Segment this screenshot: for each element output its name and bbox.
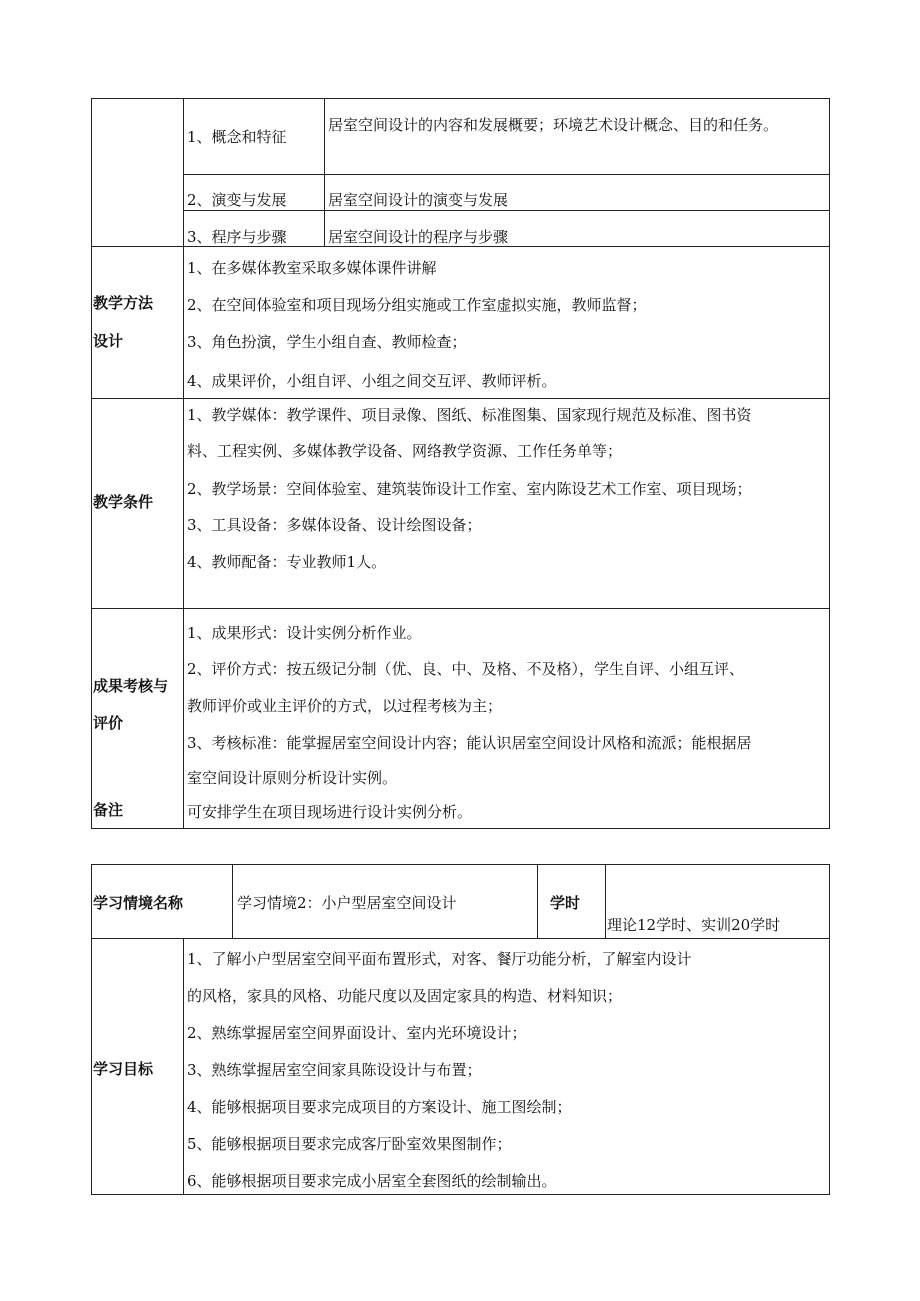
- situation-name-value-cell: [233, 865, 538, 939]
- topic-label-cell: [92, 99, 184, 247]
- hours-label: 学时: [550, 894, 581, 912]
- goal-line: 6、能够根据项目要求完成小居室全套图纸的绘制输出。: [187, 1172, 557, 1190]
- assessment-line: 3、考核标准：能掌握居室空间设计内容；能认识居室空间设计风格和流派；能根据居: [187, 734, 752, 752]
- method-label-cell: [92, 247, 184, 399]
- assessment-label-cell: [92, 609, 184, 829]
- goal-line: 4、能够根据项目要求完成项目的方案设计、施工图绘制；: [187, 1098, 572, 1116]
- topic-name: 1、概念和特征: [187, 128, 287, 146]
- hours-value: 理论12学时、实训20学时: [607, 916, 781, 934]
- topic-row: [92, 211, 830, 247]
- goals-label-cell: [92, 939, 184, 1195]
- assessment-label-line1: 成果考核与: [93, 677, 169, 695]
- conditions-line: 2、教学场景：空间体验室、建筑装饰设计工作室、室内陈设艺术工作室、项目现场；: [187, 480, 752, 498]
- topic-content-cell: [325, 175, 830, 211]
- notes-text: 可安排学生在项目现场进行设计实例分析。: [187, 803, 473, 821]
- conditions-row: [92, 399, 830, 609]
- topic-content-cell: [325, 211, 830, 247]
- topic-row: [92, 175, 830, 211]
- topic-cell: [184, 211, 325, 247]
- topic-content: 居室空间设计的内容和发展概要；环境艺术设计概念、目的和任务。: [328, 116, 779, 134]
- goals-label: 学习目标: [93, 1060, 154, 1078]
- goal-line: 2、熟练掌握居室空间界面设计、室内光环境设计；: [187, 1024, 527, 1042]
- assessment-label-line2: 评价: [93, 714, 124, 732]
- situation-header-row: [92, 865, 830, 939]
- topic-content: 居室空间设计的程序与步骤: [328, 228, 509, 246]
- method-item: 4、成果评价，小组自评、小组之间交互评、教师评析。: [187, 372, 557, 390]
- course-table-1: [91, 98, 830, 829]
- conditions-line: 1、教学媒体：教学课件、项目录像、图纸、标准图集、国家现行规范及标准、图书资: [187, 406, 752, 424]
- topic-cell: [184, 175, 325, 211]
- method-label-line2: 设计: [93, 332, 124, 350]
- method-item: 1、在多媒体教室采取多媒体课件讲解: [187, 259, 437, 277]
- topic-cell: [184, 99, 325, 175]
- method-item: 2、在空间体验室和项目现场分组实施或工作室虚拟实施，教师监督；: [187, 296, 647, 314]
- assessment-row: [92, 609, 830, 829]
- assessment-line: 教师评价或业主评价的方式，以过程考核为主；: [187, 697, 503, 715]
- assessment-line: 室空间设计原则分析设计实例。: [187, 769, 398, 787]
- conditions-line: 3、工具设备：多媒体设备、设计绘图设备；: [187, 516, 482, 534]
- hours-label-cell: [538, 865, 606, 939]
- goal-line: 3、熟练掌握居室空间家具陈设设计与布置；: [187, 1061, 482, 1079]
- situation-name-value: 学习情境2：小户型居室空间设计: [237, 894, 457, 912]
- course-table-2: [91, 864, 830, 1195]
- conditions-line: 料、工程实例、多媒体教学设备、网络教学资源、工作任务单等；: [187, 442, 623, 460]
- notes-label: 备注: [93, 801, 124, 819]
- method-item: 3、角色扮演，学生小组自查、教师检查；: [187, 333, 467, 351]
- situation-name-label-cell: [92, 865, 233, 939]
- assessment-line: 1、成果形式：设计实例分析作业。: [187, 624, 422, 642]
- method-label-line1: 教学方法: [93, 294, 154, 312]
- conditions-label: 教学条件: [93, 493, 154, 511]
- goals-content-cell: [184, 939, 830, 1195]
- topic-content: 居室空间设计的演变与发展: [328, 191, 509, 209]
- topic-content-cell: [325, 99, 830, 175]
- method-row: [92, 247, 830, 399]
- topic-row: [92, 99, 830, 175]
- method-content-cell: [184, 247, 830, 399]
- conditions-content-cell: [184, 399, 830, 609]
- conditions-label-cell: [92, 399, 184, 609]
- topic-name: 2、演变与发展: [187, 191, 287, 209]
- goal-line: 的风格，家具的风格、功能尺度以及固定家具的构造、材料知识；: [187, 987, 623, 1005]
- goal-line: 1、了解小户型居室空间平面布置形式，对客、餐厅功能分析，了解室内设计: [187, 950, 692, 968]
- conditions-line: 4、教师配备：专业教师1人。: [187, 553, 387, 571]
- goal-line: 5、能够根据项目要求完成客厅卧室效果图制作；: [187, 1135, 512, 1153]
- hours-value-cell: [606, 865, 830, 939]
- situation-name-label: 学习情境名称: [93, 894, 184, 912]
- assessment-content-cell: [184, 609, 830, 829]
- goals-row: [92, 939, 830, 1195]
- topic-name: 3、程序与步骤: [187, 228, 287, 246]
- assessment-line: 2、评价方式：按五级记分制（优、良、中、及格、不及格），学生自评、小组互评、: [187, 660, 745, 678]
